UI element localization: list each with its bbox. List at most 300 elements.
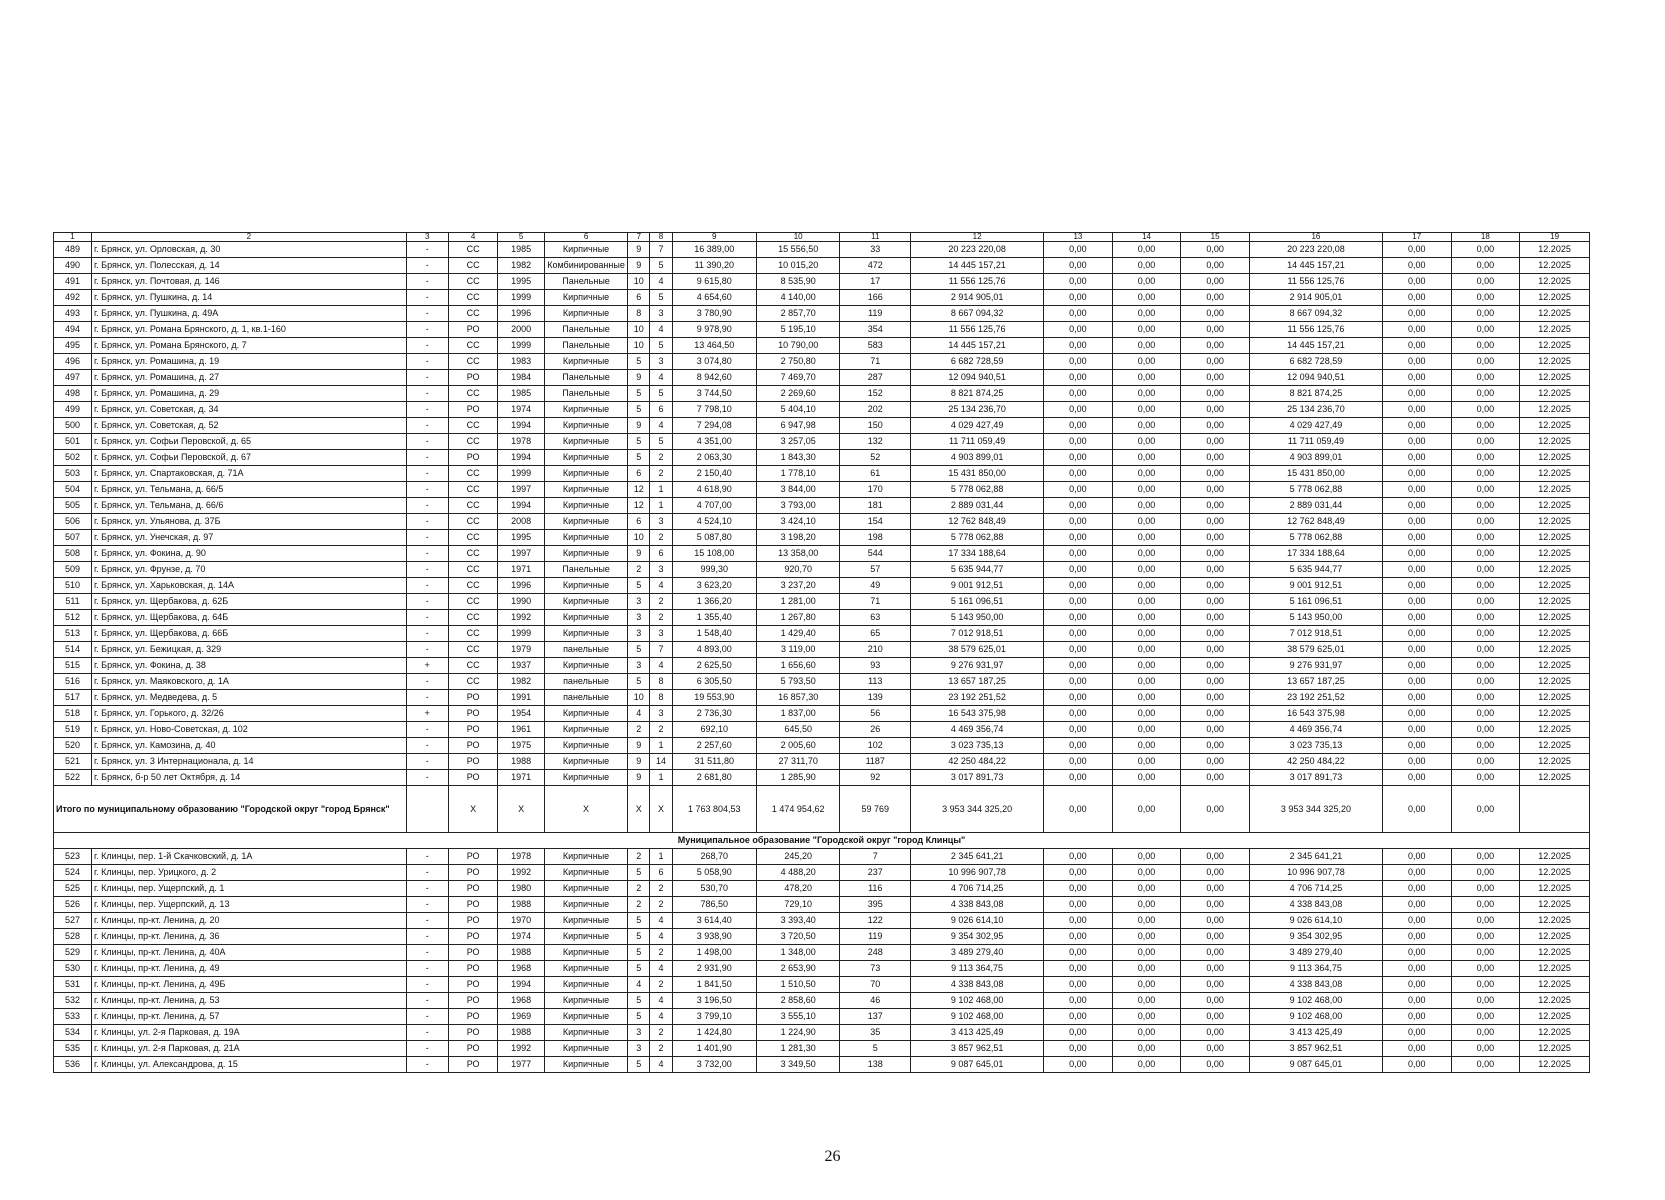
table-cell: 12 [628,482,650,498]
address-cell: г. Клинцы, пр-кт. Ленина, д. 20 [92,913,407,929]
table-cell: 0,00 [1181,1009,1250,1025]
table-cell: 42 250 484,22 [1249,754,1382,770]
table-cell: 0,00 [1181,322,1250,338]
table-cell: 71 [840,594,911,610]
table-cell: 4 029 427,49 [1249,418,1382,434]
table-cell: 63 [840,610,911,626]
table-cell: 138 [840,1057,911,1073]
table-cell: - [406,450,448,466]
table-cell: - [406,514,448,530]
table-cell: 6 [650,402,672,418]
table-row [54,514,1590,530]
table-cell: 10 996 907,78 [911,865,1044,881]
table-cell: 0,00 [1451,258,1520,274]
table-cell: 0,00 [1382,338,1451,354]
table-cell: 12 094 940,51 [1249,370,1382,386]
table-cell: 0,00 [1044,466,1113,482]
table-cell: 1994 [498,498,544,514]
table-cell: 0,00 [1382,370,1451,386]
table-cell: 2 [650,722,672,738]
table-cell: СС [448,658,498,674]
table-cell: 0,00 [1382,881,1451,897]
address-cell: г. Клинцы, ул. 2-я Парковая, д. 21А [92,1041,407,1057]
table-cell: РО [448,945,498,961]
table-cell: 42 250 484,22 [911,754,1044,770]
table-cell: 0,00 [1112,722,1181,738]
table-cell: 0,00 [1181,370,1250,386]
table-cell: 505 [54,498,92,514]
table-cell: 9 113 364,75 [1249,961,1382,977]
table-cell: 1961 [498,722,544,738]
table-cell: 490 [54,258,92,274]
table-cell: - [406,993,448,1009]
table-cell: 0,00 [1451,913,1520,929]
address-cell: г. Клинцы, пр-кт. Ленина, д. 36 [92,929,407,945]
table-cell: 9 102 468,00 [1249,993,1382,1009]
table-cell: 0,00 [1451,674,1520,690]
address-cell: г. Брянск, ул. Тельмана, д. 66/6 [92,498,407,514]
table-cell: 0,00 [1181,690,1250,706]
table-cell: 113 [840,674,911,690]
total-cell: 0,00 [1112,786,1181,833]
table-cell: 0,00 [1451,642,1520,658]
table-cell: 511 [54,594,92,610]
table-cell: 6 [650,865,672,881]
table-cell: 1996 [498,306,544,322]
table-cell: СС [448,498,498,514]
table-cell: 92 [840,770,911,786]
table-cell: 0,00 [1044,530,1113,546]
table-cell: 0,00 [1382,450,1451,466]
table-cell: 3 [650,354,672,370]
table-cell: 12.2025 [1520,370,1590,386]
table-cell: - [406,290,448,306]
table-cell: 0,00 [1181,514,1250,530]
table-cell: 0,00 [1112,706,1181,722]
table-cell: 33 [840,242,911,258]
table-cell: 0,00 [1382,658,1451,674]
table-cell: 3 017 891,73 [1249,770,1382,786]
table-row [54,658,1590,674]
total-cell: 3 953 344 325,20 [911,786,1044,833]
table-cell: 8 [650,690,672,706]
table-cell: 10 [628,274,650,290]
table-row [54,546,1590,562]
table-cell: 3 [650,626,672,642]
table-cell: 526 [54,897,92,913]
table-cell: 46 [840,993,911,1009]
table-cell: 0,00 [1112,466,1181,482]
table-cell: 5 [628,674,650,690]
address-cell: г. Брянск, ул. Унечская, д. 97 [92,530,407,546]
table-cell: 0,00 [1112,530,1181,546]
table-cell: 5 635 944,77 [911,562,1044,578]
table-cell: 0,00 [1044,578,1113,594]
table-cell: 5 [628,993,650,1009]
table-cell: 0,00 [1044,242,1113,258]
table-cell: 38 579 625,01 [1249,642,1382,658]
table-cell: 5 404,10 [757,402,840,418]
table-cell: 12.2025 [1520,242,1590,258]
table-cell: 2 [628,722,650,738]
table-cell: 508 [54,546,92,562]
table-cell: 527 [54,913,92,929]
table-cell: 12.2025 [1520,514,1590,530]
table-cell: 354 [840,322,911,338]
table-cell: 9 [628,258,650,274]
address-cell: г. Брянск, ул. Тельмана, д. 66/5 [92,482,407,498]
total-cell: X [650,786,672,833]
table-cell: 3 [628,626,650,642]
table-cell: 13 657 187,25 [911,674,1044,690]
table-cell: 0,00 [1451,594,1520,610]
table-cell: 150 [840,418,911,434]
table-cell: 4 903 899,01 [911,450,1044,466]
table-cell: 0,00 [1181,626,1250,642]
table-cell: - [406,977,448,993]
table-cell: Кирпичные [544,242,627,258]
table-row [54,434,1590,450]
table-cell: - [406,338,448,354]
table-cell: 12.2025 [1520,610,1590,626]
table-cell: 12.2025 [1520,706,1590,722]
table-cell: 7 798,10 [672,402,756,418]
table-cell: 0,00 [1382,945,1451,961]
table-row [54,530,1590,546]
table-cell: 0,00 [1451,993,1520,1009]
table-cell: 0,00 [1044,290,1113,306]
table-cell: 0,00 [1181,290,1250,306]
table-cell: 0,00 [1181,674,1250,690]
table-row [54,418,1590,434]
table-cell: 533 [54,1009,92,1025]
table-cell: 3 198,20 [757,530,840,546]
table-cell: СС [448,434,498,450]
table-cell: 1 [650,770,672,786]
table-cell: 3 [628,610,650,626]
table-cell: 536 [54,1057,92,1073]
table-cell: 0,00 [1181,546,1250,562]
table-cell: 12.2025 [1520,738,1590,754]
table-cell: 3 732,00 [672,1057,756,1073]
table-cell: 0,00 [1044,610,1113,626]
table-cell: - [406,913,448,929]
table-row [54,578,1590,594]
table-cell: 12.2025 [1520,897,1590,913]
table-cell: СС [448,386,498,402]
table-cell: 0,00 [1112,658,1181,674]
table-row [54,706,1590,722]
table-cell: 0,00 [1112,674,1181,690]
table-cell: 0,00 [1181,658,1250,674]
table-row [54,738,1590,754]
table-cell: 5 [628,354,650,370]
table-cell: СС [448,562,498,578]
address-cell: г. Брянск, ул. Горького, д. 32/26 [92,706,407,722]
table-cell: 8 942,60 [672,370,756,386]
table-cell: 7 012 918,51 [911,626,1044,642]
table-cell: 0,00 [1112,546,1181,562]
table-cell: 0,00 [1451,897,1520,913]
table-cell: 0,00 [1181,466,1250,482]
table-cell: СС [448,274,498,290]
table-cell: РО [448,865,498,881]
table-cell: 2 [650,1025,672,1041]
table-cell: Кирпичные [544,1009,627,1025]
table-cell: 1975 [498,738,544,754]
table-cell: 4 618,90 [672,482,756,498]
table-row [54,402,1590,418]
table-cell: 2 857,70 [757,306,840,322]
table-cell: 1187 [840,754,911,770]
table-cell: РО [448,929,498,945]
table-cell: 0,00 [1181,1057,1250,1073]
column-number-cell: 16 [1249,233,1382,242]
table-cell: 5 087,80 [672,530,756,546]
total-cell: X [544,786,627,833]
table-cell: 17 334 188,64 [1249,546,1382,562]
table-cell: 1 [650,849,672,865]
table-cell: 0,00 [1044,1009,1113,1025]
table-cell: 0,00 [1181,642,1250,658]
table-cell: 1992 [498,1041,544,1057]
table-cell: 9 [628,754,650,770]
table-cell: 12.2025 [1520,546,1590,562]
table-cell: 525 [54,881,92,897]
table-cell: 4 338 843,08 [1249,897,1382,913]
table-cell: 472 [840,258,911,274]
table-cell: 3 257,05 [757,434,840,450]
address-cell: г. Брянск, ул. Фокина, д. 90 [92,546,407,562]
table-cell: 5 [628,1057,650,1073]
table-cell: 2 [628,562,650,578]
table-cell: 122 [840,913,911,929]
table-cell: 0,00 [1382,849,1451,865]
table-cell: Кирпичные [544,402,627,418]
table-cell: 0,00 [1044,354,1113,370]
table-cell: 1990 [498,594,544,610]
table-cell: 6 682 728,59 [1249,354,1382,370]
table-cell: 0,00 [1112,322,1181,338]
table-cell: 12 762 848,49 [911,514,1044,530]
table-cell: 5 143 950,00 [911,610,1044,626]
table-cell: 49 [840,578,911,594]
table-cell: 0,00 [1112,913,1181,929]
table-cell: 15 431 850,00 [911,466,1044,482]
address-cell: г. Клинцы, пер. Урицкого, д. 2 [92,865,407,881]
table-cell: Кирпичные [544,865,627,881]
table-cell: 3 [650,306,672,322]
table-cell: 0,00 [1181,258,1250,274]
table-cell: - [406,546,448,562]
table-cell: Кирпичные [544,290,627,306]
table-cell: 0,00 [1181,977,1250,993]
address-cell: г. Брянск, ул. Софьи Перовской, д. 67 [92,450,407,466]
table-cell: 0,00 [1112,881,1181,897]
address-cell: г. Брянск, ул. Спартаковская, д. 71А [92,466,407,482]
table-cell: 0,00 [1181,274,1250,290]
table-cell: 0,00 [1382,770,1451,786]
table-cell: 5 [650,258,672,274]
table-row [54,450,1590,466]
table-cell: 12.2025 [1520,306,1590,322]
table-cell: 2 [650,594,672,610]
table-cell: 0,00 [1112,274,1181,290]
table-cell: + [406,658,448,674]
table-cell: 2 889 031,44 [911,498,1044,514]
table-cell: 0,00 [1112,754,1181,770]
table-cell: панельные [544,642,627,658]
table-cell: 1988 [498,945,544,961]
table-cell: 12.2025 [1520,562,1590,578]
table-cell: 19 553,90 [672,690,756,706]
table-cell: 1999 [498,466,544,482]
table-cell: 0,00 [1044,594,1113,610]
table-row [54,929,1590,945]
table-row [54,913,1590,929]
address-cell: г. Брянск, ул. Пушкина, д. 14 [92,290,407,306]
table-cell: 1997 [498,546,544,562]
table-cell: 26 [840,722,911,738]
table-cell: 0,00 [1451,306,1520,322]
table-cell: 0,00 [1451,562,1520,578]
table-cell: 0,00 [1044,482,1113,498]
table-cell: 7 [650,242,672,258]
table-cell: 0,00 [1112,626,1181,642]
table-cell: 0,00 [1382,1041,1451,1057]
table-cell: 4 706 714,25 [911,881,1044,897]
table-cell: 0,00 [1181,865,1250,881]
table-cell: - [406,945,448,961]
table-cell: 1 837,00 [757,706,840,722]
table-cell: 0,00 [1382,482,1451,498]
table-cell: РО [448,1009,498,1025]
table-cell: - [406,1025,448,1041]
address-cell: г. Брянск, ул. 3 Интернационала, д. 14 [92,754,407,770]
table-cell: 1968 [498,961,544,977]
table-cell: - [406,754,448,770]
table-cell: 517 [54,690,92,706]
table-cell: 0,00 [1181,450,1250,466]
table-cell: 529 [54,945,92,961]
table-row [54,482,1590,498]
table-cell: 3 555,10 [757,1009,840,1025]
table-cell: 0,00 [1112,354,1181,370]
table-cell: 2 345 641,21 [911,849,1044,865]
table-cell: 0,00 [1451,370,1520,386]
table-cell: Кирпичные [544,530,627,546]
table-cell: 514 [54,642,92,658]
table-cell: - [406,274,448,290]
column-number-cell: 19 [1520,233,1590,242]
table-row [54,626,1590,642]
table-row [54,865,1590,881]
table-cell: 0,00 [1181,594,1250,610]
table-cell: 1979 [498,642,544,658]
table-cell: 507 [54,530,92,546]
table-cell: - [406,1009,448,1025]
table-cell: 0,00 [1112,865,1181,881]
table-cell: 0,00 [1044,562,1113,578]
table-cell: 5 778 062,88 [911,530,1044,546]
table-cell: 0,00 [1382,418,1451,434]
table-cell: 0,00 [1181,354,1250,370]
table-cell: 9 001 912,51 [1249,578,1382,594]
table-cell: 2 [650,610,672,626]
table-cell: 6 [628,290,650,306]
table-cell: - [406,690,448,706]
table-cell: Кирпичные [544,466,627,482]
table-cell: 1 281,00 [757,594,840,610]
table-cell: 25 134 236,70 [1249,402,1382,418]
table-cell: РО [448,849,498,865]
table-cell: 3 [650,706,672,722]
table-cell: 0,00 [1181,929,1250,945]
table-cell: Кирпичные [544,594,627,610]
table-cell: 0,00 [1382,722,1451,738]
table-cell: 17 334 188,64 [911,546,1044,562]
table-cell: 509 [54,562,92,578]
table-cell: 501 [54,434,92,450]
table-cell: 3 799,10 [672,1009,756,1025]
table-cell: 530 [54,961,92,977]
table-cell: Кирпичные [544,738,627,754]
table-cell: 0,00 [1181,881,1250,897]
table-cell: 6 [628,514,650,530]
table-cell: 5 [628,929,650,945]
table-cell: 9 087 645,01 [911,1057,1044,1073]
table-cell: 1 401,90 [672,1041,756,1057]
table-cell: 0,00 [1451,706,1520,722]
table-cell: 0,00 [1044,322,1113,338]
table-row [54,754,1590,770]
table-cell: 2 [650,530,672,546]
table-cell: 0,00 [1112,338,1181,354]
column-number-cell: 10 [757,233,840,242]
table-cell: 729,10 [757,897,840,913]
table-cell: 2 [628,849,650,865]
table-cell: 12.2025 [1520,338,1590,354]
table-cell: 2 [628,897,650,913]
address-cell: г. Брянск, ул. Софьи Перовской, д. 65 [92,434,407,450]
column-number-cell: 2 [92,233,407,242]
table-cell: 65 [840,626,911,642]
table-cell: 52 [840,450,911,466]
table-cell: 0,00 [1451,770,1520,786]
table-cell: 0,00 [1112,1025,1181,1041]
table-cell: 12.2025 [1520,993,1590,1009]
table-cell: 0,00 [1181,738,1250,754]
table-cell: 166 [840,290,911,306]
table-cell: 2000 [498,322,544,338]
table-cell: 10 [628,690,650,706]
table-cell: 5 [628,402,650,418]
table-cell: 523 [54,849,92,865]
table-cell: 0,00 [1382,674,1451,690]
table-cell: 513 [54,626,92,642]
table-cell: 4 [650,993,672,1009]
table-cell: 16 543 375,98 [911,706,1044,722]
table-cell: Кирпичные [544,514,627,530]
table-cell: 4 338 843,08 [911,977,1044,993]
table-cell: 0,00 [1451,386,1520,402]
total-cell: 1 474 954,62 [757,786,840,833]
table-cell: 9 [628,770,650,786]
table-cell: 0,00 [1382,578,1451,594]
table-cell: 1983 [498,354,544,370]
table-cell: Кирпичные [544,450,627,466]
table-cell: 493 [54,306,92,322]
